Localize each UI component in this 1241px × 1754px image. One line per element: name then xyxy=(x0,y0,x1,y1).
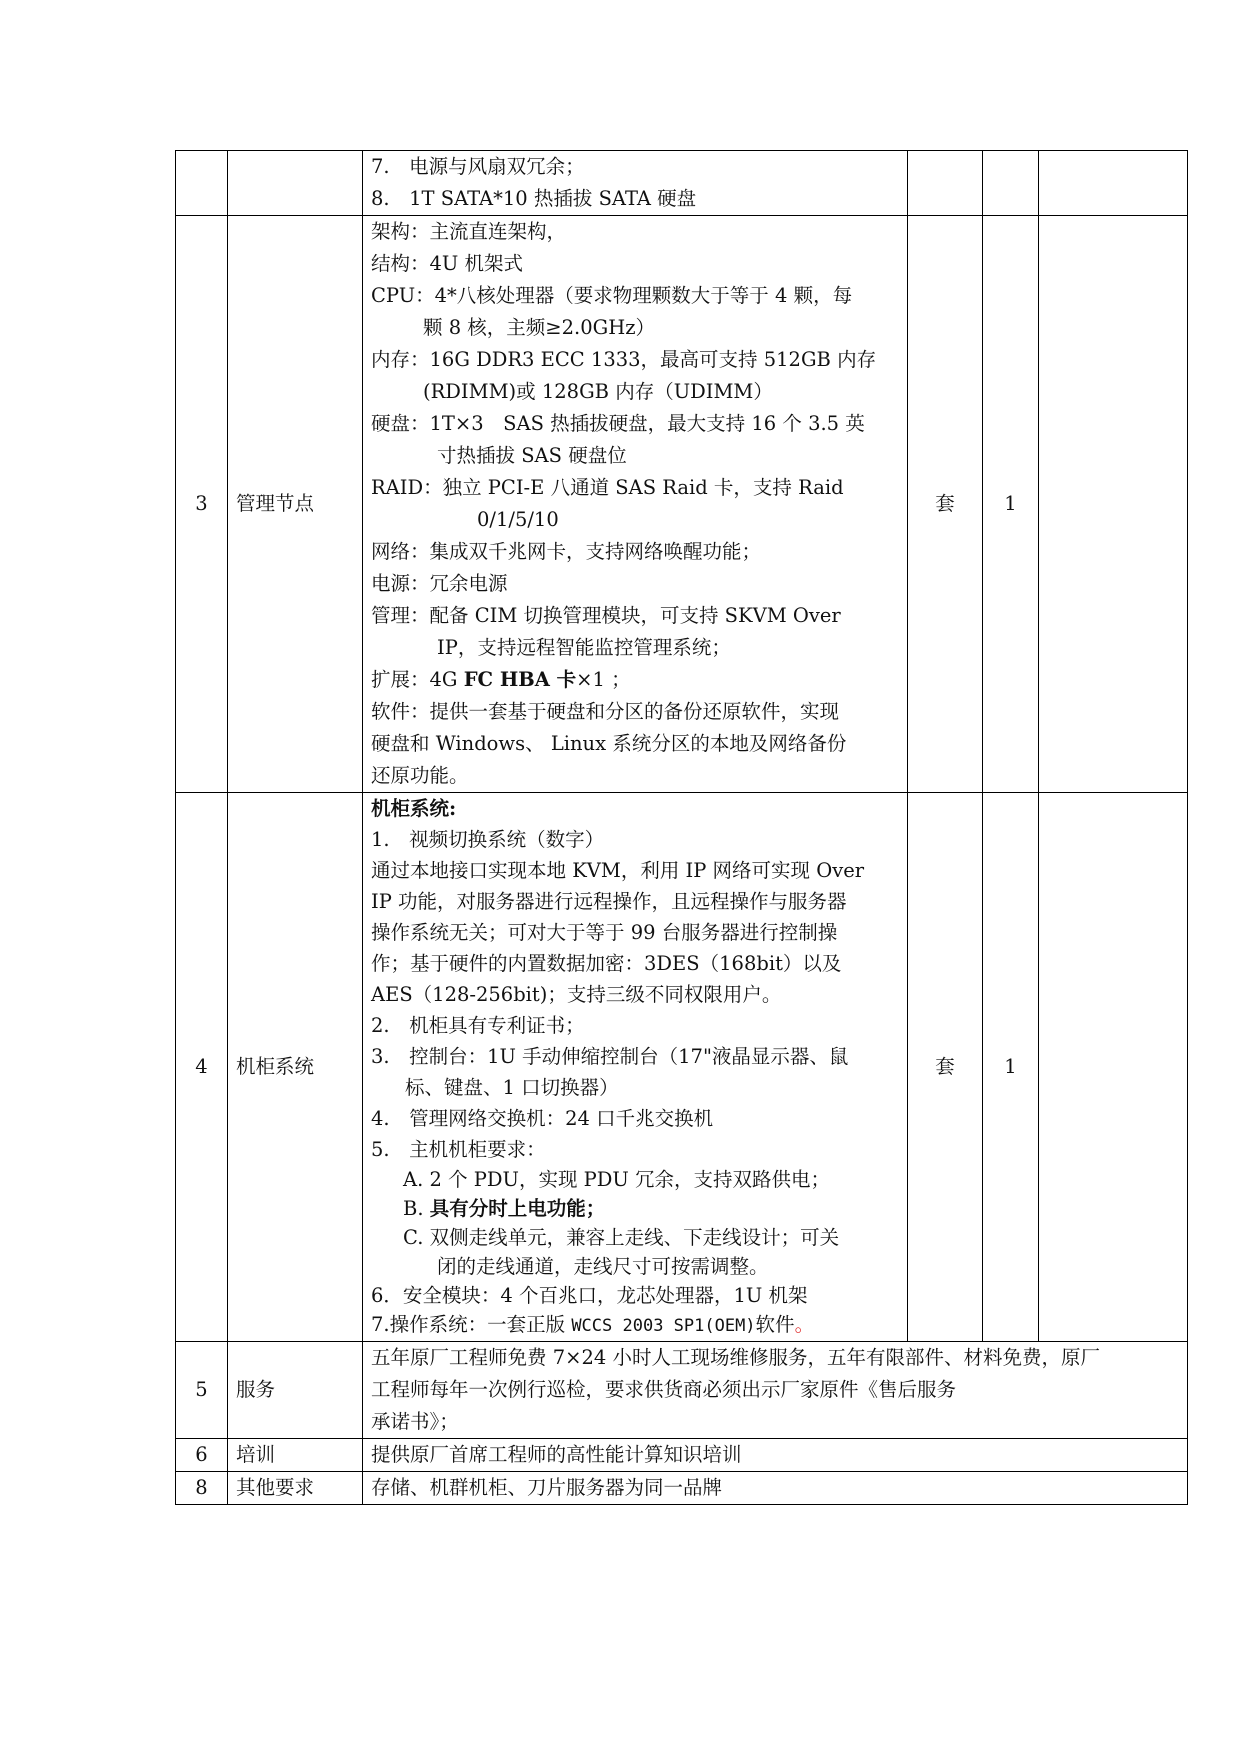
row-quantity xyxy=(983,151,1039,216)
table-row xyxy=(176,1342,1188,1439)
spec-line: 工程师每年一次例行巡检，要求供货商必须出示厂家原件《售后服务 xyxy=(371,1378,957,1401)
row-quantity: 1 xyxy=(983,216,1039,793)
row-specification xyxy=(363,151,908,216)
row-item-name xyxy=(228,151,363,216)
spec-line: 软件：提供一套基于硬盘和分区的备份还原软件，实现 xyxy=(371,700,840,723)
spec-heading: 机柜系统: xyxy=(371,797,457,820)
row-specification xyxy=(363,1472,1188,1505)
spec-line: 6．安全模块：4 个百兆口，龙芯处理器，1U 机架 xyxy=(371,1284,808,1307)
spec-line: 8. 1T SATA*10 热插拔 SATA 硬盘 xyxy=(371,187,697,210)
spec-line: IP，支持远程智能监控管理系统； xyxy=(437,636,731,659)
spec-line: 1. 视频切换系统（数字） xyxy=(371,828,605,851)
spec-line: 架构：主流直连架构， xyxy=(371,220,567,243)
spec-line: 五年原厂工程师免费 7×24 小时人工现场维修服务，五年有限部件、材料免费，原厂 xyxy=(371,1346,1100,1369)
row-unit xyxy=(908,151,983,216)
spec-text-red: 。 xyxy=(794,1313,815,1336)
spec-line: 闭的走线通道，走线尺寸可按需调整。 xyxy=(437,1255,769,1278)
row-item-name: 管理节点 xyxy=(228,216,363,793)
spec-line: 硬盘和 Windows、 Linux 系统分区的本地及网络备份 xyxy=(371,732,847,755)
row-item-name: 其他要求 xyxy=(228,1472,363,1505)
row-remark xyxy=(1039,151,1188,216)
row-quantity: 1 xyxy=(983,793,1039,1342)
spec-text-bold: 具有分时上电功能； xyxy=(429,1197,606,1220)
row-specification xyxy=(363,1439,1188,1472)
spec-line: 7. 电源与风扇双冗余； xyxy=(371,155,585,178)
spec-line xyxy=(371,664,899,696)
spec-line: 通过本地接口实现本地 KVM，利用 IP 网络可实现 Over xyxy=(371,859,865,882)
spec-text: 7.操作系统：一套正版 xyxy=(371,1313,572,1336)
spec-line: 存储、机群机柜、刀片服务器为同一品牌 xyxy=(371,1476,723,1499)
spec-line: 提供原厂首席工程师的高性能计算知识培训 xyxy=(371,1443,742,1466)
row-specification xyxy=(363,216,908,793)
spec-line: 4. 管理网络交换机：24 口千兆交换机 xyxy=(371,1107,714,1130)
spec-line: 操作系统无关；可对大于等于 99 台服务器进行控制操 xyxy=(371,921,838,944)
specification-table xyxy=(175,150,1188,1505)
spec-line: (RDIMM)或 128GB 内存（UDIMM） xyxy=(423,380,773,403)
table-row xyxy=(176,1472,1188,1505)
spec-line: 标、键盘、1 口切换器） xyxy=(405,1076,619,1099)
spec-line: CPU：4*八核处理器（要求物理颗数大于等于 4 颗，每 xyxy=(371,284,853,307)
spec-line: 作；基于硬件的内置数据加密：3DES（168bit）以及 xyxy=(371,952,842,975)
row-item-name: 服务 xyxy=(228,1342,363,1439)
spec-line: 承诺书》； xyxy=(371,1410,459,1433)
spec-text: B. xyxy=(403,1197,430,1220)
row-unit: 套 xyxy=(908,216,983,793)
row-item-name: 机柜系统 xyxy=(228,793,363,1342)
row-number: 4 xyxy=(176,793,228,1342)
row-number xyxy=(176,151,228,216)
spec-line: 3. 控制台：1U 手动伸缩控制台（17"液晶显示器、鼠 xyxy=(371,1045,849,1068)
row-number: 6 xyxy=(176,1439,228,1472)
spec-line: 电源：冗余电源 xyxy=(371,572,508,595)
table-row xyxy=(176,793,1188,1342)
spec-line: 还原功能。 xyxy=(371,764,469,787)
spec-line: 5. 主机机柜要求： xyxy=(371,1138,546,1161)
row-remark xyxy=(1039,793,1188,1342)
spec-line: 管理：配备 CIM 切换管理模块，可支持 SKVM Over xyxy=(371,604,841,627)
row-number: 3 xyxy=(176,216,228,793)
table-row xyxy=(176,151,1188,216)
spec-line: 颗 8 核，主频≥2.0GHz） xyxy=(423,316,656,339)
spec-line: 硬盘：1T×3 SAS 热插拔硬盘，最大支持 16 个 3.5 英 xyxy=(371,412,865,435)
spec-line: 内存：16G DDR3 ECC 1333，最高可支持 512GB 内存 xyxy=(371,348,877,371)
table-row xyxy=(176,216,1188,793)
row-number: 5 xyxy=(176,1342,228,1439)
row-number: 8 xyxy=(176,1472,228,1505)
row-specification xyxy=(363,793,908,1342)
spec-text-mono: WCCS 2003 SP1(OEM) xyxy=(571,1316,756,1336)
spec-line: 寸热插拔 SAS 硬盘位 xyxy=(437,444,627,467)
spec-line: RAID：独立 PCI-E 八通道 SAS Raid 卡，支持 Raid xyxy=(371,476,844,499)
spec-line: AES（128-256bit)；支持三级不同权限用户。 xyxy=(371,983,782,1006)
spec-line: 网络：集成双千兆网卡，支持网络唤醒功能； xyxy=(371,540,762,563)
spec-line xyxy=(371,1310,899,1341)
row-item-name: 培训 xyxy=(228,1439,363,1472)
spec-line: 结构：4U 机架式 xyxy=(371,252,524,275)
spec-text: 扩展：4G xyxy=(371,668,464,691)
row-specification xyxy=(363,1342,1188,1439)
spec-text: ×1 ； xyxy=(576,668,631,691)
spec-line: A. 2 个 PDU，实现 PDU 冗余，支持双路供电； xyxy=(403,1168,831,1191)
spec-text-bold: FC HBA 卡 xyxy=(463,668,577,691)
spec-line: 0/1/5/10 xyxy=(477,508,559,531)
spec-line: IP 功能，对服务器进行远程操作，且远程操作与服务器 xyxy=(371,890,847,913)
spec-line: C. 双侧走线单元，兼容上走线、下走线设计；可关 xyxy=(403,1226,840,1249)
table-row xyxy=(176,1439,1188,1472)
row-remark xyxy=(1039,216,1188,793)
spec-text: 软件 xyxy=(755,1313,795,1336)
spec-line xyxy=(371,1194,899,1223)
spec-line: 2. 机柜具有专利证书； xyxy=(371,1014,585,1037)
row-unit: 套 xyxy=(908,793,983,1342)
